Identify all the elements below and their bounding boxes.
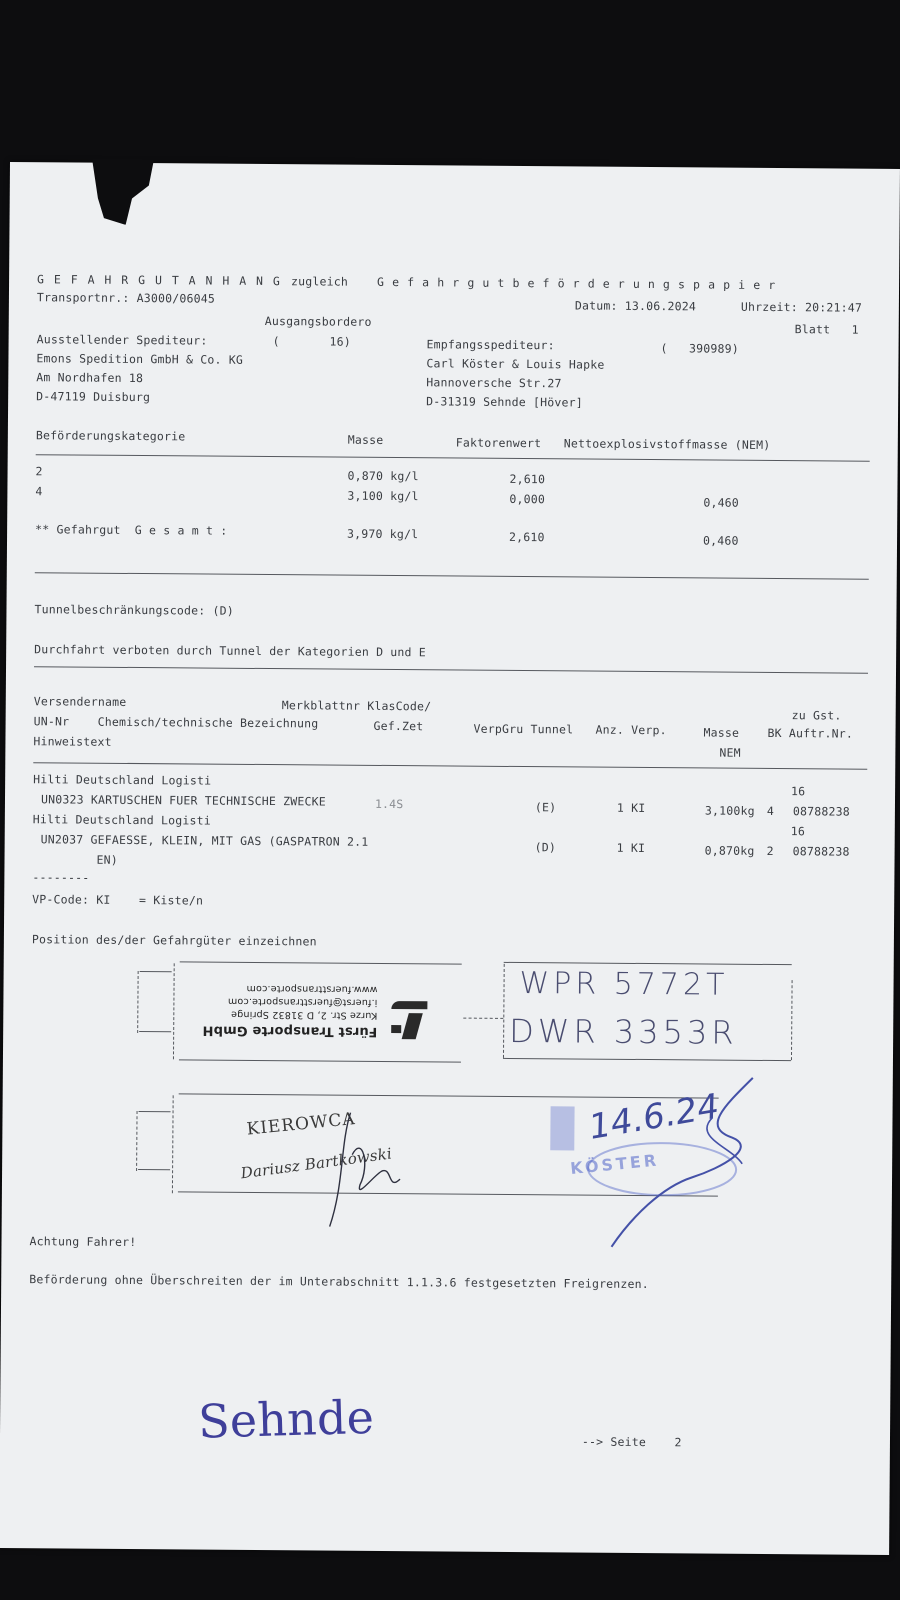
document-time: Uhrzeit: 20:21:47 <box>740 299 863 315</box>
doc-title-right: G e f a h r g u t b e f ö r d e r u n g s p a p i e r <box>377 274 776 293</box>
trailer-outline <box>138 1169 170 1170</box>
achtung-label: Achtung Fahrer! <box>29 1234 137 1250</box>
row-masse: 3,100kg <box>704 803 755 818</box>
row-tunnel: (D) <box>534 840 557 855</box>
total-nem: 0,460 <box>702 533 739 548</box>
driver-stamp-role: KIEROWCA <box>245 1109 357 1140</box>
separator: -------- <box>32 870 90 885</box>
freigrenzen-note: Beförderung ohne Überschreiten der im Unterabschnitt 1.1.3.6 festgesetzten Freigrenzen. <box>29 1272 650 1292</box>
col-un-nr: UN-Nr <box>33 714 70 729</box>
trailer-outline <box>140 971 172 972</box>
row-faktor: 2,610 <box>509 471 546 487</box>
total-faktor: 2,610 <box>509 529 545 545</box>
doc-title-mid: zugleich <box>291 274 349 289</box>
ausgangsbordero-label: Ausgangsbordero <box>264 314 372 329</box>
fuerst-address: Kurze Str. 2, D 31832 Springe <box>230 1008 378 1021</box>
plates-outline-right <box>791 980 793 1060</box>
torn-corner <box>92 159 155 225</box>
row-masse: 3,100 kg/l <box>347 488 419 504</box>
col-nem: NEM <box>719 745 741 760</box>
row-un-line: UN0323 KARTUSCHEN FUER TECHNISCHE ZWECKE <box>40 792 326 809</box>
table-rule <box>35 572 869 580</box>
total-masse: 3,970 kg/l <box>347 526 419 542</box>
table-rule <box>33 762 867 770</box>
fuerst-web: www.fuersttransporte.com <box>246 982 378 995</box>
row-gst: 16 <box>790 824 806 839</box>
handwritten-date: 14.6.24 <box>586 1086 723 1148</box>
total-label: ** Gefahrgut G e s a m t : <box>35 522 228 538</box>
plate-number-1: WPR 5772T <box>519 966 729 1003</box>
col-verp-tunnel: VerpGru Tunnel <box>473 721 574 737</box>
col-anz-verp: Anz. Verp. <box>595 722 667 738</box>
row-kategorie: 2 <box>35 464 43 479</box>
col-hinweistext: Hinweistext <box>33 734 112 749</box>
row-versender: Hilti Deutschland Logisti <box>33 772 212 788</box>
receiver-label: Empfangsspediteur: <box>426 337 555 353</box>
receiver-code: ( 390989) <box>660 341 739 356</box>
row-masse: 0,870 kg/l <box>347 468 419 484</box>
driver-signature-icon <box>322 1104 413 1235</box>
koester-stamp-text: KÖSTER <box>569 1150 660 1179</box>
plates-outline-top <box>504 962 792 965</box>
doc-title-left: G E F A H R G U T A N H A N G <box>37 272 282 289</box>
trailer-outline <box>139 1111 171 1112</box>
trailer-outline <box>172 1095 174 1193</box>
col-masse: Masse <box>703 725 740 740</box>
trailer-outline-left <box>136 1111 137 1171</box>
trailer-outline <box>139 1031 171 1032</box>
receiver-street: Hannoversche Str.27 <box>426 375 562 391</box>
col-zu-gst: zu Gst. <box>791 708 842 723</box>
tunnel-note: Durchfahrt verboten durch Tunnel der Kategorien D und E <box>34 642 427 660</box>
fuerst-logo-icon <box>387 993 427 1039</box>
koester-stamp-icon <box>541 1066 782 1258</box>
sender-city: D-47119 Duisburg <box>36 389 151 405</box>
trailer-outline <box>173 963 175 1059</box>
col-kategorie: Beförderungskategorie <box>35 428 186 444</box>
col-masse: Masse <box>347 432 384 447</box>
row-tunnel: (E) <box>534 800 557 815</box>
row-kategorie: 4 <box>35 484 43 499</box>
sender-code: ( 16) <box>272 334 352 349</box>
fuerst-name: Fürst Transporte GmbH <box>202 1022 378 1039</box>
transport-number: Transportnr.: A3000/06045 <box>36 290 216 306</box>
trailer-outline-bottom <box>179 1059 461 1062</box>
plates-outline-bottom <box>503 1058 791 1061</box>
sender-label: Ausstellender Spediteur: <box>36 332 208 348</box>
table-rule <box>34 666 868 674</box>
driver-stamp-name: Dariusz Bartkowski <box>239 1144 393 1183</box>
document-date: Datum: 13.06.2024 <box>574 298 697 314</box>
tunnel-code: Tunnelbeschränkungscode: (D) <box>34 602 235 618</box>
position-label: Position des/der Gefahrgüter einzeichnen <box>31 932 317 949</box>
col-versendername: Versendername <box>33 694 127 709</box>
coupling-line <box>463 1018 503 1019</box>
row-anz: 1 KI <box>616 800 646 816</box>
sender-street: Am Nordhafen 18 <box>36 370 144 386</box>
fuerst-stamp <box>183 967 462 1053</box>
row-masse: 0,870kg <box>704 843 755 858</box>
col-nem: Nettoexplosivstoffmasse (NEM) <box>563 436 771 452</box>
row-nem: 0,460 <box>703 495 740 510</box>
handwritten-place: Sehnde <box>197 1389 375 1449</box>
receiver-city: D-31319 Sehnde [Höver] <box>426 394 583 410</box>
row-auftr: 08788238 <box>792 844 850 859</box>
col-bezeichnung: Chemisch/technische Bezeichnung <box>97 714 319 731</box>
page-reference: --> Seite 2 <box>581 1434 682 1450</box>
fuerst-email: i.fuerst@fuersttransporte.com <box>227 995 378 1008</box>
row-un-line: UN2037 GEFAESSE, KLEIN, MIT GAS (GASPATRON 2.1 <box>40 832 369 849</box>
col-merkblatt: Merkblattnr KlasCode/ <box>281 698 432 714</box>
plates-outline-left <box>503 964 505 1058</box>
sheet-number: Blatt 1 <box>794 322 859 337</box>
document-sheet <box>0 162 900 1555</box>
col-faktor: Faktorenwert <box>455 435 542 451</box>
row-continuation: EN) <box>96 852 118 867</box>
plate-number-2: DWR 3353R <box>509 1011 738 1052</box>
receiver-name: Carl Köster & Louis Hapke <box>426 356 605 372</box>
col-gef-zet: Gef.Zet <box>373 718 424 734</box>
row-gst: 16 <box>791 784 806 799</box>
sender-name: Emons Spedition GmbH & Co. KG <box>36 351 244 367</box>
trailer-outline-left <box>137 971 138 1033</box>
row-auftr: 08788238 <box>792 804 850 819</box>
row-anz: 1 KI <box>616 840 646 856</box>
row-klas: 1.4S <box>374 796 404 812</box>
row-faktor: 0,000 <box>509 491 546 507</box>
row-versender: Hilti Deutschland Logisti <box>32 812 211 828</box>
row-bk: 2 <box>766 843 774 859</box>
trailer-outline-top <box>180 961 462 964</box>
table-rule <box>36 454 870 462</box>
row-bk: 4 <box>766 803 775 819</box>
vp-code: VP-Code: KI = Kiste/n <box>32 892 204 908</box>
col-bk-auftr: BK Auftr.Nr. <box>767 725 854 741</box>
